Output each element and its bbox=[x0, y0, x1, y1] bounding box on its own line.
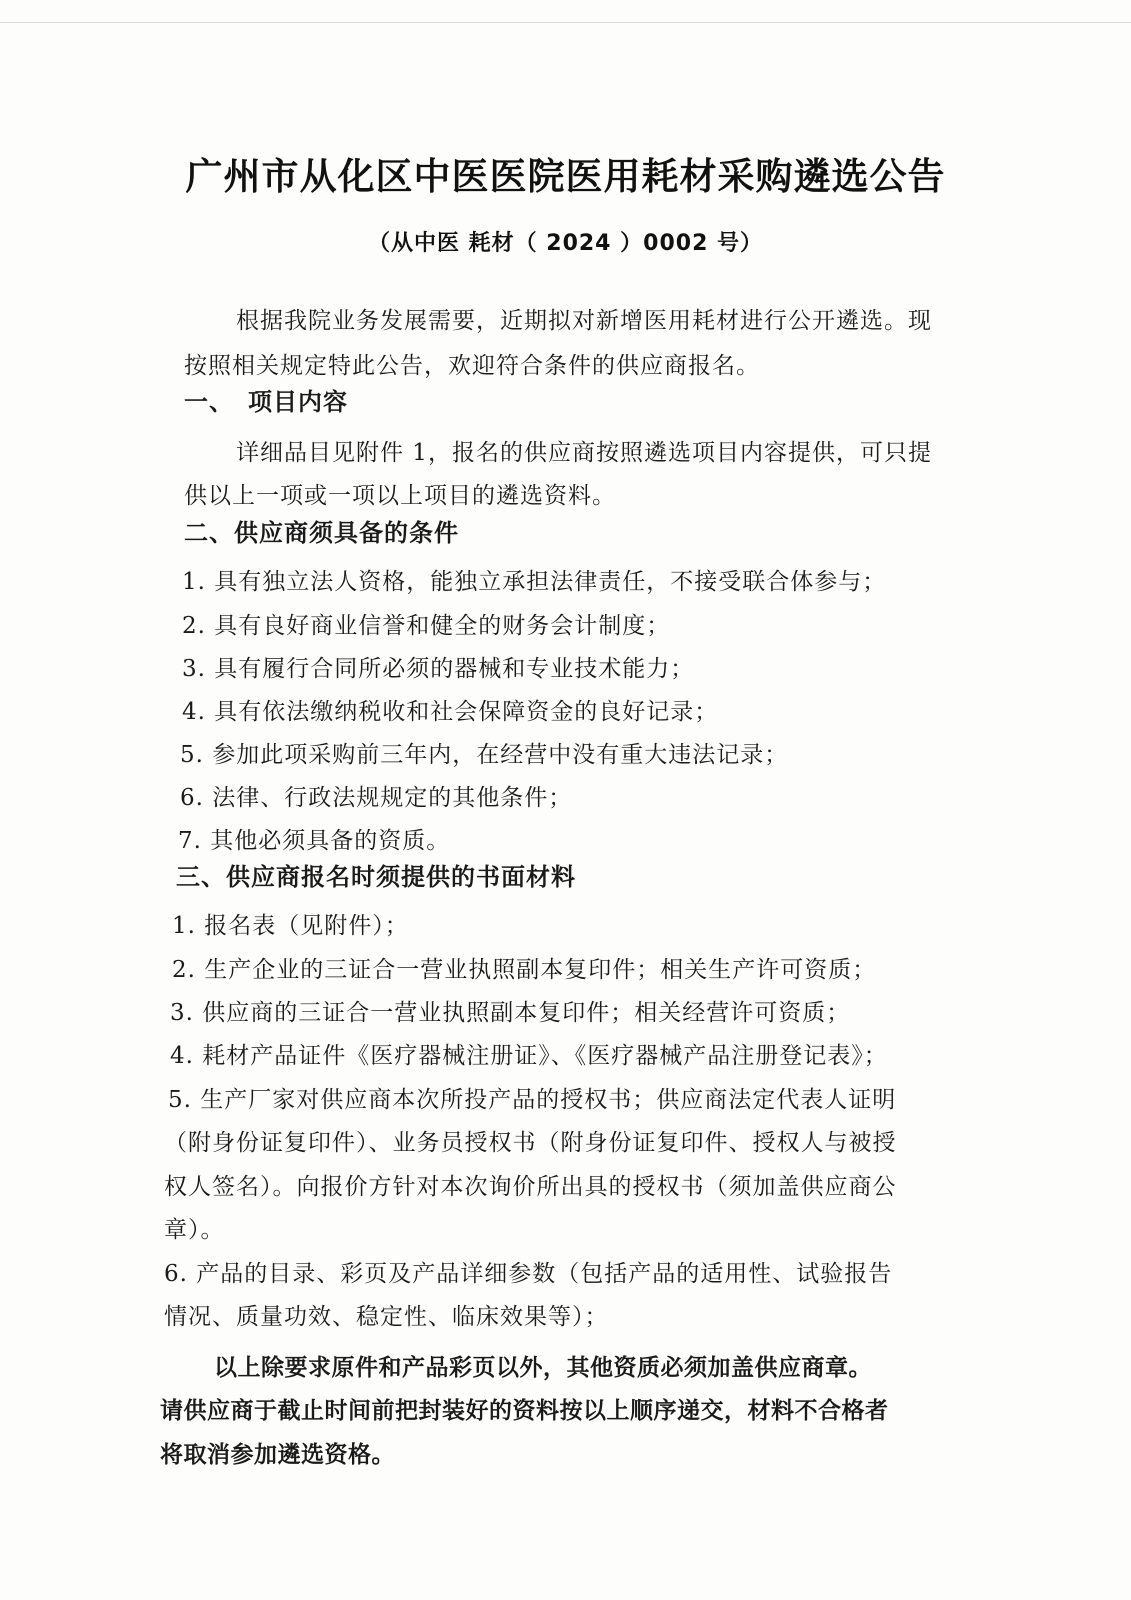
section3-line-10: 情况、质量功效、稳定性、临床效果等）； bbox=[164, 1304, 609, 1330]
section3-line-7: 权人签名）。向报价方针对本次询价所出具的授权书（须加盖供应商公 bbox=[164, 1174, 897, 1200]
closing-line-2: 请供应商于截止时间前把封装好的资料按以上顺序递交，材料不合格者 bbox=[160, 1397, 889, 1424]
section3-heading: 三、供应商报名时须提供的书面材料 bbox=[176, 862, 576, 891]
scan-edge-line bbox=[0, 22, 1131, 23]
section3-line-6: （附身份证复印件）、业务员授权书（附身份证复印件、授权人与被授 bbox=[164, 1130, 897, 1156]
document-number: （从中医 耗材（ 2024 ）0002 号） bbox=[367, 231, 764, 256]
section2-item-4: 4. 具有依法缴纳税收和社会保障资金的良好记录； bbox=[182, 699, 719, 725]
section3-line-2: 2. 生产企业的三证合一营业执照副本复印件；相关生产许可资质； bbox=[172, 957, 877, 983]
section3-line-9: 6. 产品的目录、彩页及产品详细参数（包括产品的适用性、试验报告 bbox=[164, 1261, 893, 1287]
intro-line-2: 按照相关规定特此公告，欢迎符合条件的供应商报名。 bbox=[184, 353, 760, 379]
closing-line-3: 将取消参加遴选资格。 bbox=[160, 1441, 395, 1468]
section2-item-1: 1. 具有独立法人资格，能独立承担法律责任，不接受联合体参与； bbox=[182, 569, 887, 595]
section3-line-8: 章）。 bbox=[164, 1217, 225, 1243]
section1-number: 一、 bbox=[184, 387, 234, 416]
section1-title: 项目内容 bbox=[248, 387, 348, 416]
section3-line-1: 1. 报名表（见附件）； bbox=[172, 913, 409, 939]
section2-item-5: 5. 参加此项采购前三年内，在经营中没有重大违法记录； bbox=[180, 742, 789, 768]
closing-line-1: 以上除要求原件和产品彩页以外，其他资质必须加盖供应商章。 bbox=[214, 1354, 872, 1381]
section3-line-3: 3. 供应商的三证合一营业执照副本复印件；相关经营许可资质； bbox=[170, 1000, 851, 1026]
intro-line-1: 根据我院业务发展需要，近期拟对新增医用耗材进行公开遴选。现 bbox=[236, 308, 932, 334]
section2-item-6: 6. 法律、行政法规规定的其他条件； bbox=[180, 785, 573, 811]
section2-item-3: 3. 具有履行合同所必须的器械和专业技术能力； bbox=[182, 656, 695, 682]
section1-line-2: 供以上一项或一项以上项目的遴选资料。 bbox=[184, 483, 616, 509]
section1-line-1: 详细品目见附件 1，报名的供应商按照遴选项目内容提供，可只提 bbox=[236, 440, 932, 466]
section3-line-4: 4. 耗材产品证件《医疗器械注册证》、《医疗器械产品注册登记表》； bbox=[170, 1043, 888, 1069]
section2-item-2: 2. 具有良好商业信誉和健全的财务会计制度； bbox=[182, 613, 671, 639]
section2-heading: 二、供应商须具备的条件 bbox=[184, 518, 459, 547]
section1-heading bbox=[184, 387, 348, 417]
section2-item-7: 7. 其他必须具备的资质。 bbox=[178, 828, 451, 854]
section3-line-5: 5. 生产厂家对供应商本次所投产品的授权书；供应商法定代表人证明 bbox=[168, 1087, 897, 1113]
page-title: 广州市从化区中医医院医用耗材采购遴选公告 bbox=[185, 155, 946, 198]
